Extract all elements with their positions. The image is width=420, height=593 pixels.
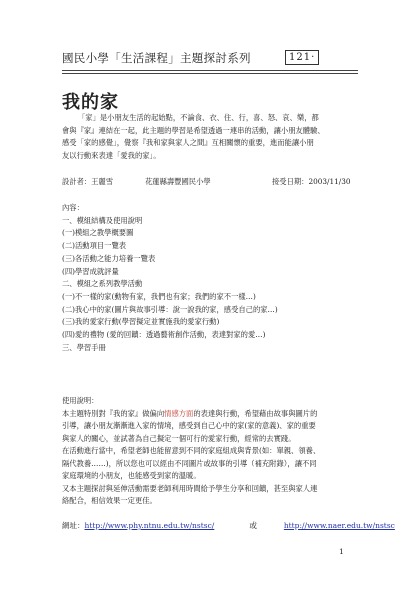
contents-item: (三)我的愛家行動(學習擬定並實施我的愛家行動) [62,317,220,327]
contents-item: 三、學習手冊 [62,342,106,352]
usage-text: 的表達與行動，希望藉由故事與圖片的 [193,408,318,418]
contents-section [62,202,278,354]
usage-highlight: 情感方面 [164,408,194,418]
usage-line: 與家人的關心，並試著為自己擬定一個可行的愛家行動，經常的去實踐。 [62,433,296,443]
usage-line: 引導，讓小朋友漸漸進入家的情境，感受到自己心中的家(家的意義)、家的重要 [62,421,316,430]
page-number: 1 [339,547,344,556]
accepted-date: 接受日期：2003/11/30 [272,177,351,186]
school-name: 花蓮縣壽豐國民小學 [145,177,211,186]
contents-item: (二)活動項目一覽表 [62,241,127,251]
contents-item: 一、模組結構及使用說明 [62,215,143,225]
contents-item: (四)學習成就評量 [62,266,119,276]
intro-paragraph [62,112,358,162]
intro-line: 友以行動來表達「愛我的家」。 [62,150,161,160]
usage-heading: 使用說明： [62,396,99,405]
usage-line: 家庭環境的小朋友，也能感受到家的溫暖。 [62,471,201,480]
website-link-naer[interactable]: http://www.naer.edu.tw/nstsc [283,521,395,530]
intro-line: 會與『家』連結在一起，此主題的學習是希望透過一連串的活動，讓小朋友體驗、 [62,125,325,135]
contents-item: (一)不一樣的家(動物有家，我們也有家；我們的家不一樣…) [62,291,256,301]
usage-line: 又本主題探討與延伸活動需要老師利用時間給予學生分享和回饋，甚至與家人連 [62,483,318,493]
footer-prefix: 網址： [62,521,85,530]
website-link-phy[interactable]: http://www.phy.ntnu.edu.tw/nstsc/ [84,521,215,530]
usage-text: 本主題特別對『我的家』做偏向 [62,408,165,418]
footer-or: 或 [249,521,257,530]
usage-line: 隔代教養……)，所以您也可以經由不同圖片或故事的引導（補充附錄），讓不同 [62,458,317,468]
usage-line: 在活動進行當中，希望老師也能留意到不同的家庭組成與背景(如：單親、領養、 [62,446,321,455]
series-number-box: 121‧ [285,50,319,65]
usage-section [62,395,358,508]
designer-label: 設計者：王麗雪 [62,177,114,186]
contents-item: (二)我心中的家(圖片與故事引導：說一說我的家，感受自己的家…) [62,304,278,314]
usage-line: 絡配合，相信效果一定更佳。 [62,496,157,505]
intro-line: 「家」是小朋友生活的起始點，不論食、衣、住、行，喜、怒、哀、樂，都 [78,113,319,122]
contents-item: (一)模組之教學概要圖 [62,228,134,238]
contents-item: (三)各活動之能力培養一覽表 [62,253,156,263]
usage-line [62,408,358,421]
footer-links [62,520,395,531]
contents-item: (四)愛的禮物 (愛的回饋：透過藝術創作活動，表達對家的愛…) [62,330,266,340]
header-divider-bottom [62,73,358,74]
page-title: 我的家 [62,92,119,113]
header-divider-top [62,70,358,71]
contents-item: 二、模組之系列教學活動 [62,279,143,289]
contents-heading: 內容： [62,203,84,212]
intro-line: 感受「家的感覺」，覺察『我和家與家人之間』互相關懷的重要，進而能讓小朋 [62,138,314,147]
series-header: 國民小學「生活課程」主題探討系列 [62,51,251,65]
